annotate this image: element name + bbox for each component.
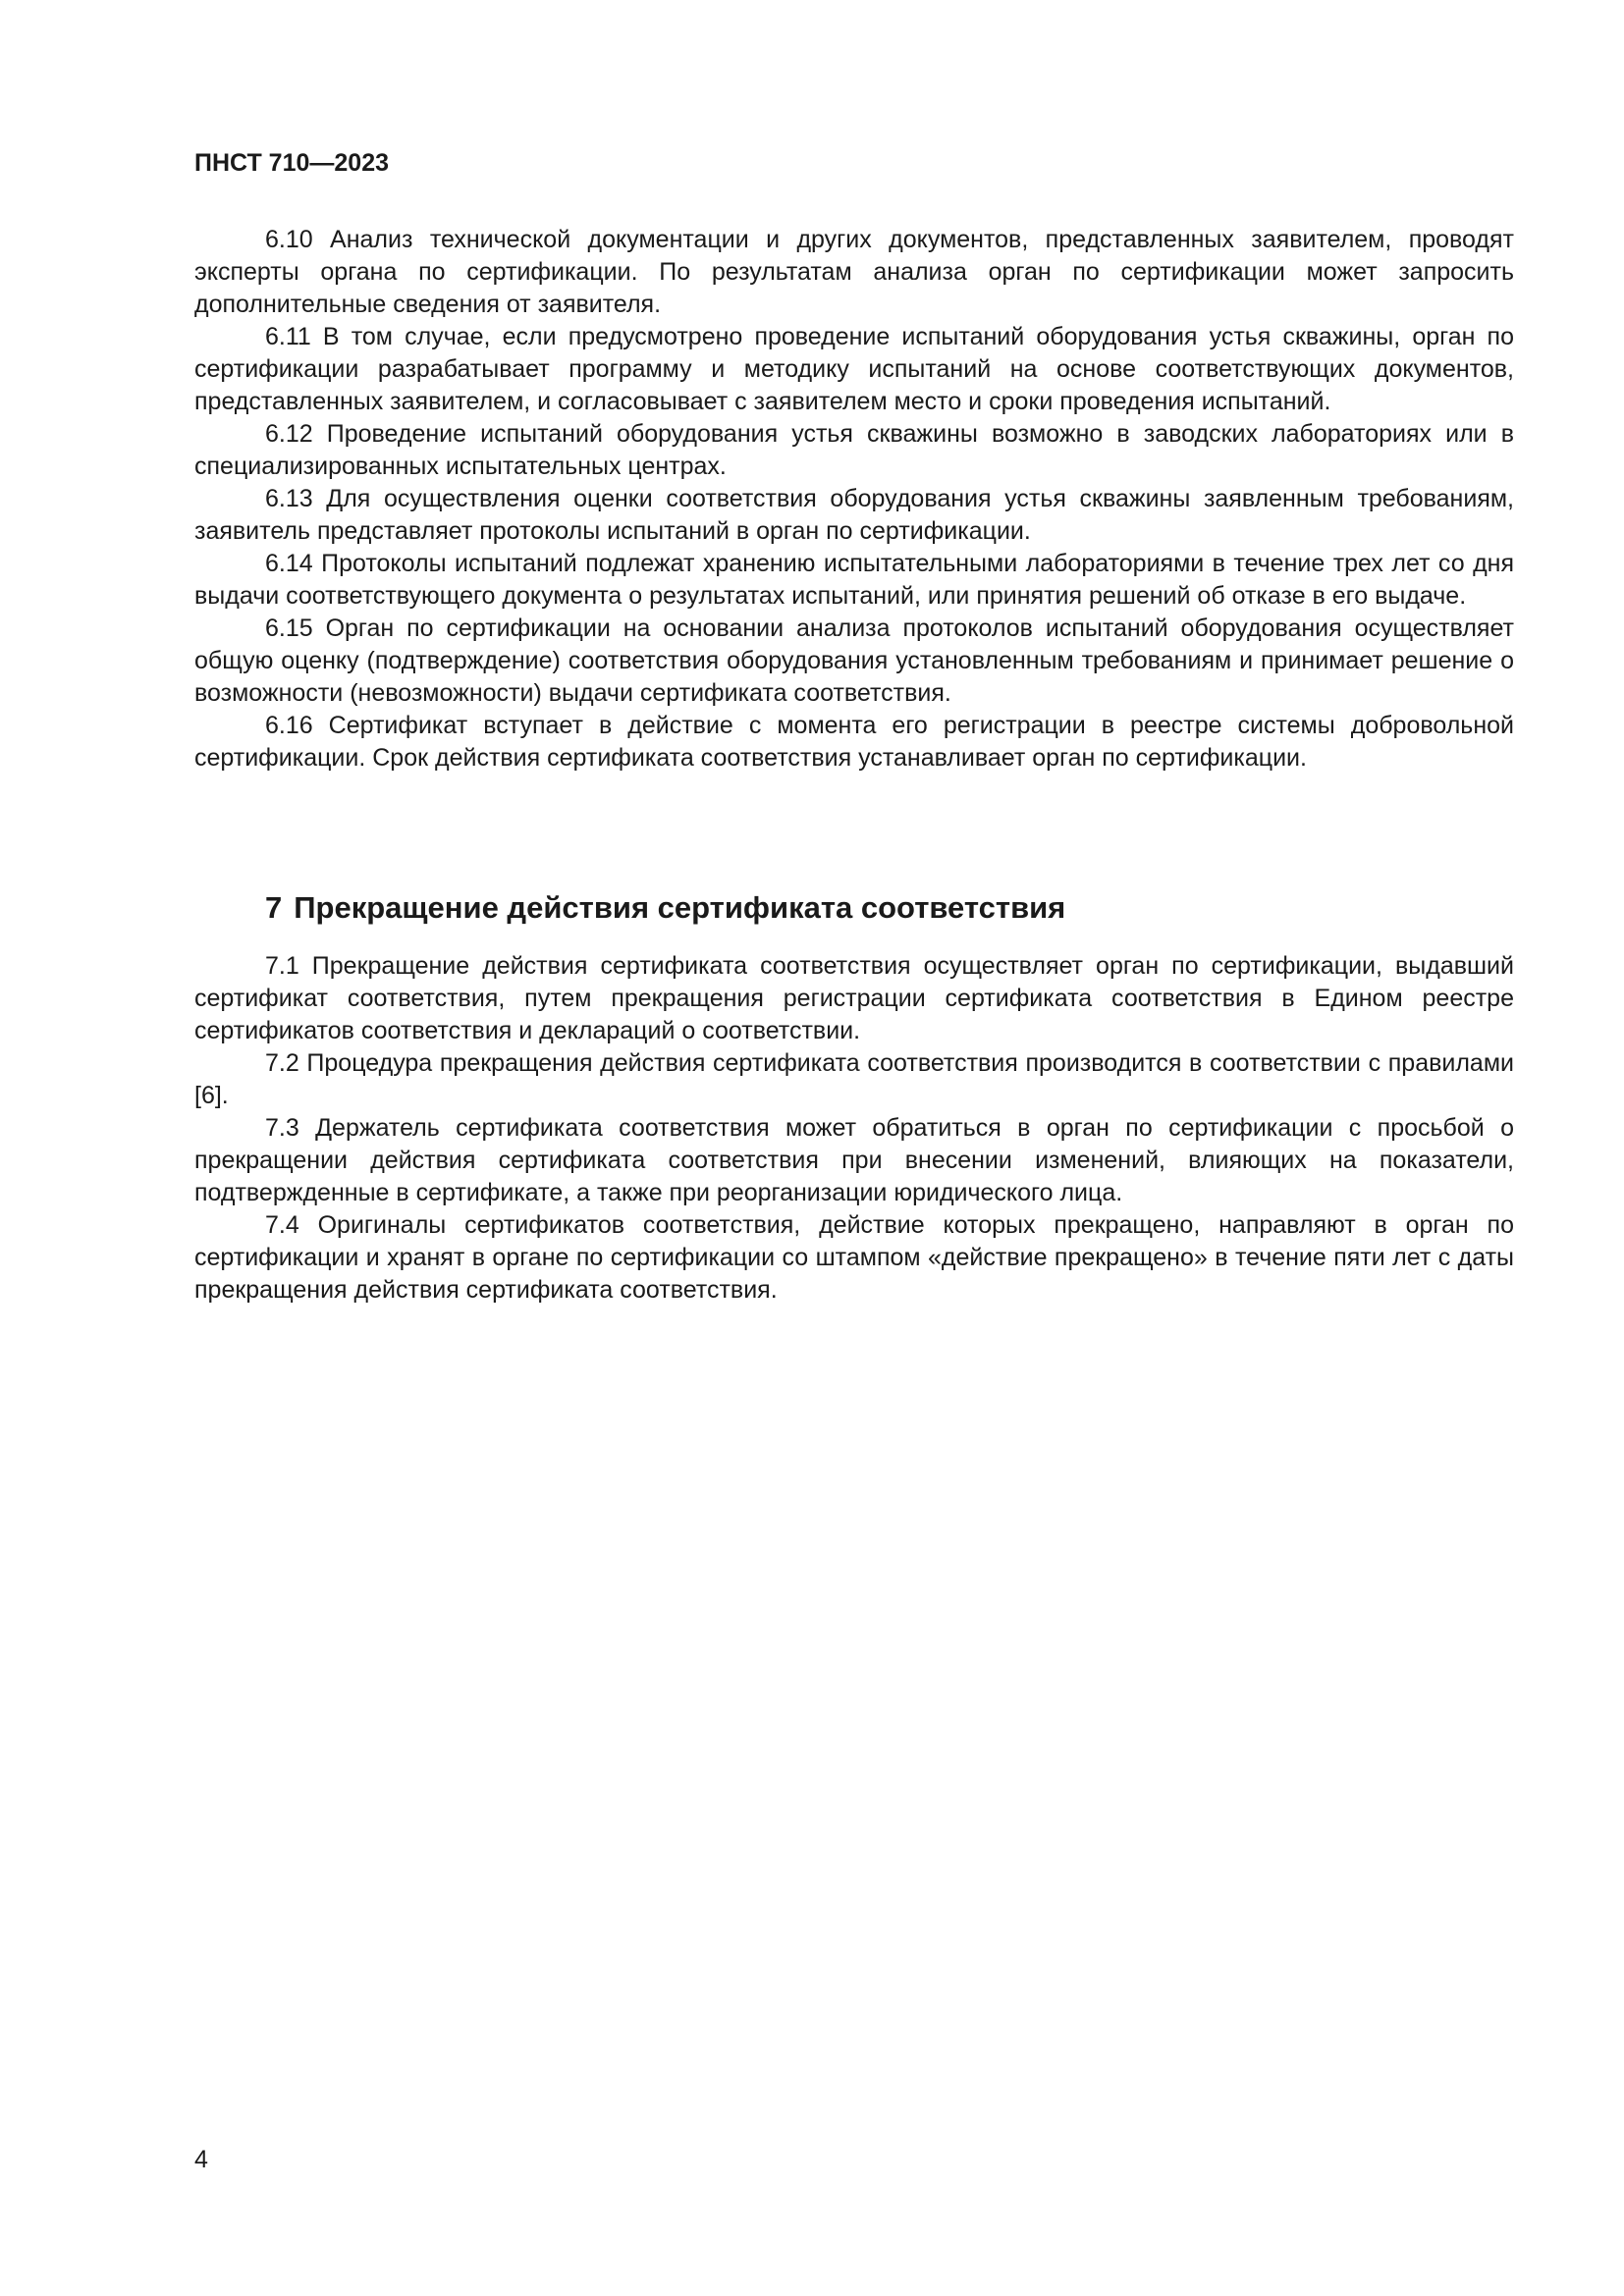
paragraph-6-12: 6.12 Проведение испытаний оборудования устья скважины возможно в заводских лабораториях или в специализированных испытательных центрах.	[194, 420, 1514, 480]
section-7-title: Прекращение действия сертификата соответствия	[294, 890, 1066, 925]
document-code: ПНСТ 710—2023	[194, 149, 389, 177]
paragraph-6-10: 6.10 Анализ технической документации и других документов, представленных заявителем, проводят эксперты органа по сертификации. По результатам анализа орган по сертификации может запросить дополнительные сведения от заявителя.	[194, 226, 1514, 318]
section-6-paragraphs	[194, 224, 1514, 774]
paragraph-6-11: 6.11 В том случае, если предусмотрено проведение испытаний оборудования устья скважины, орган по сертификации разрабатывает программу и методику испытаний на основе соответствующих документов, представленных заявителем, и согласовывает с заявителем место и сроки проведения испытаний.	[194, 323, 1514, 415]
section-7-heading	[265, 890, 1077, 926]
paragraph-6-16: 6.16 Сертификат вступает в действие с момента его регистрации в реестре системы добровольной сертификации. Срок действия сертификата соответствия устанавливает орган по сертификации.	[194, 712, 1514, 772]
section-7-number: 7	[265, 890, 283, 925]
paragraph-7-2: 7.2 Процедура прекращения действия сертификата соответствия производится в соответствии с правилами [6].	[194, 1049, 1514, 1109]
paragraph-6-13: 6.13 Для осуществления оценки соответствия оборудования устья скважины заявленным требованиям, заявитель представляет протоколы испытаний в орган по сертификации.	[194, 485, 1514, 545]
paragraph-7-3: 7.3 Держатель сертификата соответствия может обратиться в орган по сертификации с просьбой о прекращении действия сертификата соответствия при внесении изменений, влияющих на показатели, подтвержденные в сертификате, а также при реорганизации юридического лица.	[194, 1114, 1514, 1206]
paragraph-6-14: 6.14 Протоколы испытаний подлежат хранению испытательными лабораториями в течение трех лет со дня выдачи соответствующего документа о результатах испытаний, или принятия решений об отказе в его выдаче.	[194, 550, 1514, 610]
paragraph-6-15: 6.15 Орган по сертификации на основании анализа протоколов испытаний оборудования осуществляет общую оценку (подтверждение) соответствия оборудования установленным требованиям и принимает решение о возможности (невозможности) выдачи сертификата соответствия.	[194, 614, 1514, 707]
section-7-paragraphs	[194, 950, 1514, 1307]
paragraph-7-1: 7.1 Прекращение действия сертификата соответствия осуществляет орган по сертификации, выдавший сертификат соответствия, путем прекращения регистрации сертификата соответствия в Едином реестре сертификатов соответствия и деклараций о соответствии.	[194, 952, 1514, 1044]
paragraph-7-4: 7.4 Оригиналы сертификатов соответствия, действие которых прекращено, направляют в орган по сертификации и хранят в органе по сертификации со штампом «действие прекращено» в течение пяти лет с даты прекращения действия сертификата соответствия.	[194, 1211, 1514, 1304]
page-number: 4	[194, 2146, 208, 2173]
